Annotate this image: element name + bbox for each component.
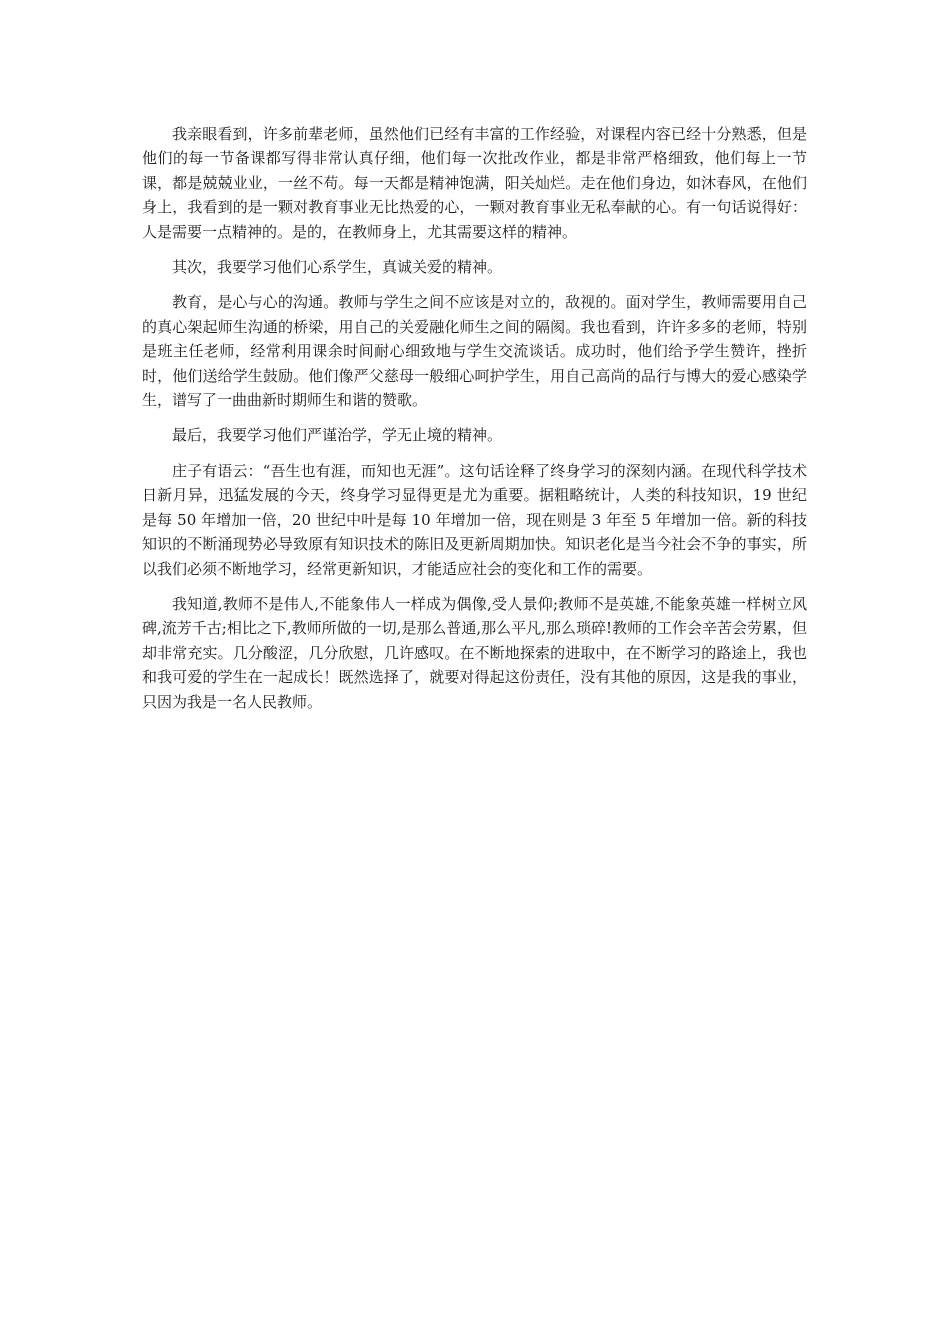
paragraph-second-point: 其次，我要学习他们心系学生，真诚关爱的精神。: [172, 258, 503, 277]
paragraph-lifelong-learning: 庄子有语云：“吾生也有涯，而知也无涯”。这句话诠释了终身学习的深刻内涵。在现代科学技术日新月异，迅猛发展的今天，终身学习显得更是尤为重要。据粗略统计，人类的科技知识，19 世纪是每 50 年增加一倍，20 世纪中叶是每 10 年增加一倍，现在则是 3 年至 5 年增加一倍。新的科技知识的不断涌现势必导致原有知识技术的陈旧及更新周期加快。知识老化是当今社会不争的事实，所以我们必须不断地学习，经常更新知识，才能适应社会的变化和工作的需要。: [142, 461, 807, 578]
paragraph-conclusion: 我知道,教师不是伟人,不能象伟人一样成为偶像,受人景仰;教师不是英雄,不能象英雄一样树立风碑,流芳千古;相比之下,教师所做的一切,是那么普通,那么平凡,那么琐碎!教师的工作会辛苦会劳累，但却非常充实。几分酸涩，几分欣慰，几许感叹。在不断地探索的进取中，在不断学习的路途上，我也和我可爱的学生在一起成长！既然选择了，就要对得起这份责任，没有其他的原因，这是我的事业，只因为我是一名人民教师。: [142, 594, 807, 711]
document-body: [142, 122, 807, 725]
paragraph-education-communication: 教育，是心与心的沟通。教师与学生之间不应该是对立的，敌视的。面对学生，教师需要用自己的真心架起师生沟通的桥梁，用自己的关爱融化师生之间的隔阂。我也看到，许许多多的老师，特别是班主任老师，经常利用课余时间耐心细致地与学生交流谈话。成功时，他们给予学生赞许，挫折时，他们送给学生鼓励。他们像严父慈母一般细心呵护学生，用自己高尚的品行与博大的爱心感染学生，谱写了一曲曲新时期师生和谐的赞歌。: [142, 293, 807, 410]
paragraph-final-point: 最后，我要学习他们严谨治学，学无止境的精神。: [172, 426, 503, 445]
paragraph-teachers-dedication: 我亲眼看到，许多前辈老师，虽然他们已经有丰富的工作经验，对课程内容已经十分熟悉，但是他们的每一节备课都写得非常认真仔细，他们每一次批改作业，都是非常严格细致，他们每上一节课，都是兢兢业业，一丝不苟。每一天都是精神饱满，阳关灿烂。走在他们身边，如沐春风，在他们身上，我看到的是一颗对教育事业无比热爱的心，一颗对教育事业无私奉献的心。有一句话说得好：人是需要一点精神的。是的，在教师身上，尤其需要这样的精神。: [142, 125, 807, 241]
